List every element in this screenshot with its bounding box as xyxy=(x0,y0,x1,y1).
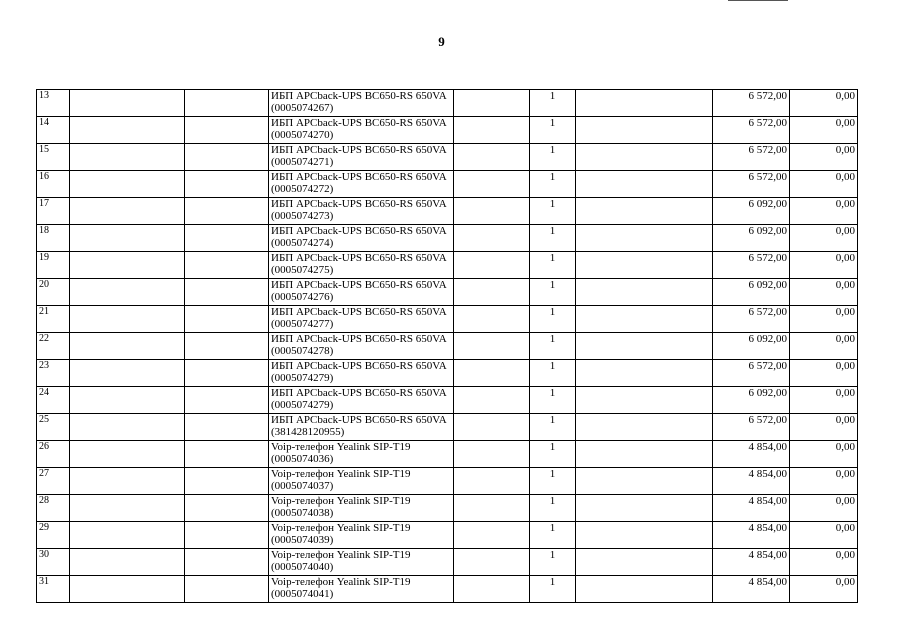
amount-cell: 0,00 xyxy=(790,198,858,225)
blank-cell xyxy=(576,549,713,576)
quantity-cell: 1 xyxy=(530,333,576,360)
item-name-cell: ИБП APCback-UPS BC650-RS 650VA (0005074278) xyxy=(269,333,454,360)
blank-cell xyxy=(70,333,185,360)
table-row xyxy=(37,387,858,414)
quantity-cell: 1 xyxy=(530,198,576,225)
blank-cell xyxy=(185,549,269,576)
blank-cell xyxy=(576,576,713,603)
table-row xyxy=(37,360,858,387)
blank-cell xyxy=(70,144,185,171)
row-number-cell: 18 xyxy=(37,225,70,252)
quantity-cell: 1 xyxy=(530,414,576,441)
top-rule xyxy=(728,0,788,1)
item-name-cell: ИБП APCback-UPS BC650-RS 650VA (381428120955) xyxy=(269,414,454,441)
price-cell: 6 572,00 xyxy=(713,144,790,171)
blank-cell xyxy=(576,225,713,252)
item-name-cell: ИБП APCback-UPS BC650-RS 650VA (0005074273) xyxy=(269,198,454,225)
table-row xyxy=(37,441,858,468)
amount-cell: 0,00 xyxy=(790,522,858,549)
blank-cell xyxy=(185,522,269,549)
item-name-cell: Voip-телефон Yealink SIP-T19 (0005074039) xyxy=(269,522,454,549)
blank-cell xyxy=(70,360,185,387)
table-row xyxy=(37,306,858,333)
blank-cell xyxy=(454,144,530,171)
price-cell: 6 572,00 xyxy=(713,90,790,117)
table-row xyxy=(37,198,858,225)
price-cell: 6 572,00 xyxy=(713,306,790,333)
blank-cell xyxy=(454,576,530,603)
quantity-cell: 1 xyxy=(530,144,576,171)
item-name-cell: Voip-телефон Yealink SIP-T19 (0005074041) xyxy=(269,576,454,603)
quantity-cell: 1 xyxy=(530,90,576,117)
row-number-cell: 23 xyxy=(37,360,70,387)
item-name-cell: ИБП APCback-UPS BC650-RS 650VA (0005074271) xyxy=(269,144,454,171)
row-number-cell: 20 xyxy=(37,279,70,306)
item-name-cell: ИБП APCback-UPS BC650-RS 650VA (0005074279) xyxy=(269,360,454,387)
quantity-cell: 1 xyxy=(530,225,576,252)
item-name-cell: ИБП APCback-UPS BC650-RS 650VA (0005074279) xyxy=(269,387,454,414)
item-name-cell: Voip-телефон Yealink SIP-T19 (0005074036) xyxy=(269,441,454,468)
price-cell: 4 854,00 xyxy=(713,441,790,468)
item-name-cell: ИБП APCback-UPS BC650-RS 650VA (0005074274) xyxy=(269,225,454,252)
amount-cell: 0,00 xyxy=(790,387,858,414)
blank-cell xyxy=(576,144,713,171)
row-number-cell: 17 xyxy=(37,198,70,225)
table-row xyxy=(37,468,858,495)
quantity-cell: 1 xyxy=(530,279,576,306)
blank-cell xyxy=(70,576,185,603)
page-number: 9 xyxy=(438,34,445,49)
blank-cell xyxy=(576,306,713,333)
blank-cell xyxy=(70,468,185,495)
price-cell: 6 572,00 xyxy=(713,360,790,387)
blank-cell xyxy=(185,468,269,495)
blank-cell xyxy=(576,387,713,414)
amount-cell: 0,00 xyxy=(790,252,858,279)
table-row xyxy=(37,549,858,576)
quantity-cell: 1 xyxy=(530,495,576,522)
quantity-cell: 1 xyxy=(530,252,576,279)
blank-cell xyxy=(576,333,713,360)
item-name-cell: Voip-телефон Yealink SIP-T19 (0005074040) xyxy=(269,549,454,576)
row-number-cell: 19 xyxy=(37,252,70,279)
blank-cell xyxy=(185,414,269,441)
amount-cell: 0,00 xyxy=(790,144,858,171)
blank-cell xyxy=(454,360,530,387)
blank-cell xyxy=(454,171,530,198)
row-number-cell: 24 xyxy=(37,387,70,414)
price-cell: 6 572,00 xyxy=(713,171,790,198)
amount-cell: 0,00 xyxy=(790,117,858,144)
amount-cell: 0,00 xyxy=(790,90,858,117)
blank-cell xyxy=(576,360,713,387)
item-name-cell: Voip-телефон Yealink SIP-T19 (0005074037) xyxy=(269,468,454,495)
price-cell: 6 092,00 xyxy=(713,225,790,252)
quantity-cell: 1 xyxy=(530,441,576,468)
blank-cell xyxy=(454,90,530,117)
amount-cell: 0,00 xyxy=(790,414,858,441)
blank-cell xyxy=(185,333,269,360)
quantity-cell: 1 xyxy=(530,549,576,576)
table-row xyxy=(37,225,858,252)
blank-cell xyxy=(454,225,530,252)
blank-cell xyxy=(185,198,269,225)
table-row xyxy=(37,279,858,306)
quantity-cell: 1 xyxy=(530,306,576,333)
amount-cell: 0,00 xyxy=(790,441,858,468)
quantity-cell: 1 xyxy=(530,522,576,549)
blank-cell xyxy=(70,495,185,522)
blank-cell xyxy=(70,171,185,198)
row-number-cell: 21 xyxy=(37,306,70,333)
blank-cell xyxy=(185,279,269,306)
blank-cell xyxy=(70,117,185,144)
blank-cell xyxy=(454,252,530,279)
blank-cell xyxy=(185,495,269,522)
price-cell: 4 854,00 xyxy=(713,549,790,576)
blank-cell xyxy=(70,306,185,333)
blank-cell xyxy=(454,468,530,495)
table-row xyxy=(37,414,858,441)
blank-cell xyxy=(576,198,713,225)
item-name-cell: Voip-телефон Yealink SIP-T19 (0005074038) xyxy=(269,495,454,522)
blank-cell xyxy=(70,225,185,252)
blank-cell xyxy=(70,549,185,576)
blank-cell xyxy=(454,333,530,360)
quantity-cell: 1 xyxy=(530,117,576,144)
amount-cell: 0,00 xyxy=(790,306,858,333)
blank-cell xyxy=(576,171,713,198)
row-number-cell: 15 xyxy=(37,144,70,171)
table-row xyxy=(37,117,858,144)
item-name-cell: ИБП APCback-UPS BC650-RS 650VA (0005074275) xyxy=(269,252,454,279)
row-number-cell: 25 xyxy=(37,414,70,441)
table-row xyxy=(37,522,858,549)
price-cell: 4 854,00 xyxy=(713,576,790,603)
blank-cell xyxy=(576,495,713,522)
price-cell: 6 092,00 xyxy=(713,387,790,414)
price-cell: 6 092,00 xyxy=(713,333,790,360)
row-number-cell: 27 xyxy=(37,468,70,495)
blank-cell xyxy=(70,522,185,549)
blank-cell xyxy=(185,441,269,468)
blank-cell xyxy=(454,441,530,468)
quantity-cell: 1 xyxy=(530,171,576,198)
blank-cell xyxy=(185,306,269,333)
item-name-cell: ИБП APCback-UPS BC650-RS 650VA (0005074272) xyxy=(269,171,454,198)
inventory-table xyxy=(36,89,858,603)
blank-cell xyxy=(576,414,713,441)
table-row xyxy=(37,576,858,603)
blank-cell xyxy=(185,387,269,414)
blank-cell xyxy=(454,306,530,333)
amount-cell: 0,00 xyxy=(790,333,858,360)
blank-cell xyxy=(70,279,185,306)
blank-cell xyxy=(454,117,530,144)
price-cell: 4 854,00 xyxy=(713,495,790,522)
price-cell: 6 572,00 xyxy=(713,414,790,441)
row-number-cell: 29 xyxy=(37,522,70,549)
price-cell: 6 092,00 xyxy=(713,198,790,225)
blank-cell xyxy=(454,198,530,225)
table-row xyxy=(37,495,858,522)
blank-cell xyxy=(454,279,530,306)
row-number-cell: 16 xyxy=(37,171,70,198)
table-body xyxy=(37,90,858,603)
row-number-cell: 30 xyxy=(37,549,70,576)
price-cell: 6 572,00 xyxy=(713,117,790,144)
amount-cell: 0,00 xyxy=(790,360,858,387)
blank-cell xyxy=(454,549,530,576)
blank-cell xyxy=(70,252,185,279)
table-row xyxy=(37,144,858,171)
blank-cell xyxy=(185,360,269,387)
table-row xyxy=(37,90,858,117)
blank-cell xyxy=(576,117,713,144)
row-number-cell: 22 xyxy=(37,333,70,360)
blank-cell xyxy=(576,522,713,549)
blank-cell xyxy=(454,495,530,522)
amount-cell: 0,00 xyxy=(790,225,858,252)
blank-cell xyxy=(576,90,713,117)
blank-cell xyxy=(70,414,185,441)
amount-cell: 0,00 xyxy=(790,468,858,495)
blank-cell xyxy=(454,387,530,414)
amount-cell: 0,00 xyxy=(790,549,858,576)
price-cell: 4 854,00 xyxy=(713,468,790,495)
blank-cell xyxy=(454,414,530,441)
blank-cell xyxy=(576,468,713,495)
amount-cell: 0,00 xyxy=(790,171,858,198)
item-name-cell: ИБП APCback-UPS BC650-RS 650VA (0005074267) xyxy=(269,90,454,117)
price-cell: 4 854,00 xyxy=(713,522,790,549)
blank-cell xyxy=(70,90,185,117)
row-number-cell: 28 xyxy=(37,495,70,522)
quantity-cell: 1 xyxy=(530,468,576,495)
row-number-cell: 14 xyxy=(37,117,70,144)
blank-cell xyxy=(70,441,185,468)
amount-cell: 0,00 xyxy=(790,279,858,306)
blank-cell xyxy=(185,171,269,198)
quantity-cell: 1 xyxy=(530,576,576,603)
blank-cell xyxy=(576,279,713,306)
blank-cell xyxy=(185,90,269,117)
blank-cell xyxy=(185,252,269,279)
table-row xyxy=(37,171,858,198)
blank-cell xyxy=(185,144,269,171)
blank-cell xyxy=(185,576,269,603)
blank-cell xyxy=(185,117,269,144)
blank-cell xyxy=(576,252,713,279)
quantity-cell: 1 xyxy=(530,387,576,414)
row-number-cell: 26 xyxy=(37,441,70,468)
blank-cell xyxy=(576,441,713,468)
blank-cell xyxy=(185,225,269,252)
table-row xyxy=(37,252,858,279)
item-name-cell: ИБП APCback-UPS BC650-RS 650VA (0005074270) xyxy=(269,117,454,144)
row-number-cell: 13 xyxy=(37,90,70,117)
amount-cell: 0,00 xyxy=(790,576,858,603)
amount-cell: 0,00 xyxy=(790,495,858,522)
quantity-cell: 1 xyxy=(530,360,576,387)
item-name-cell: ИБП APCback-UPS BC650-RS 650VA (0005074277) xyxy=(269,306,454,333)
price-cell: 6 572,00 xyxy=(713,252,790,279)
blank-cell xyxy=(70,387,185,414)
item-name-cell: ИБП APCback-UPS BC650-RS 650VA (0005074276) xyxy=(269,279,454,306)
blank-cell xyxy=(454,522,530,549)
price-cell: 6 092,00 xyxy=(713,279,790,306)
blank-cell xyxy=(70,198,185,225)
row-number-cell: 31 xyxy=(37,576,70,603)
table-row xyxy=(37,333,858,360)
